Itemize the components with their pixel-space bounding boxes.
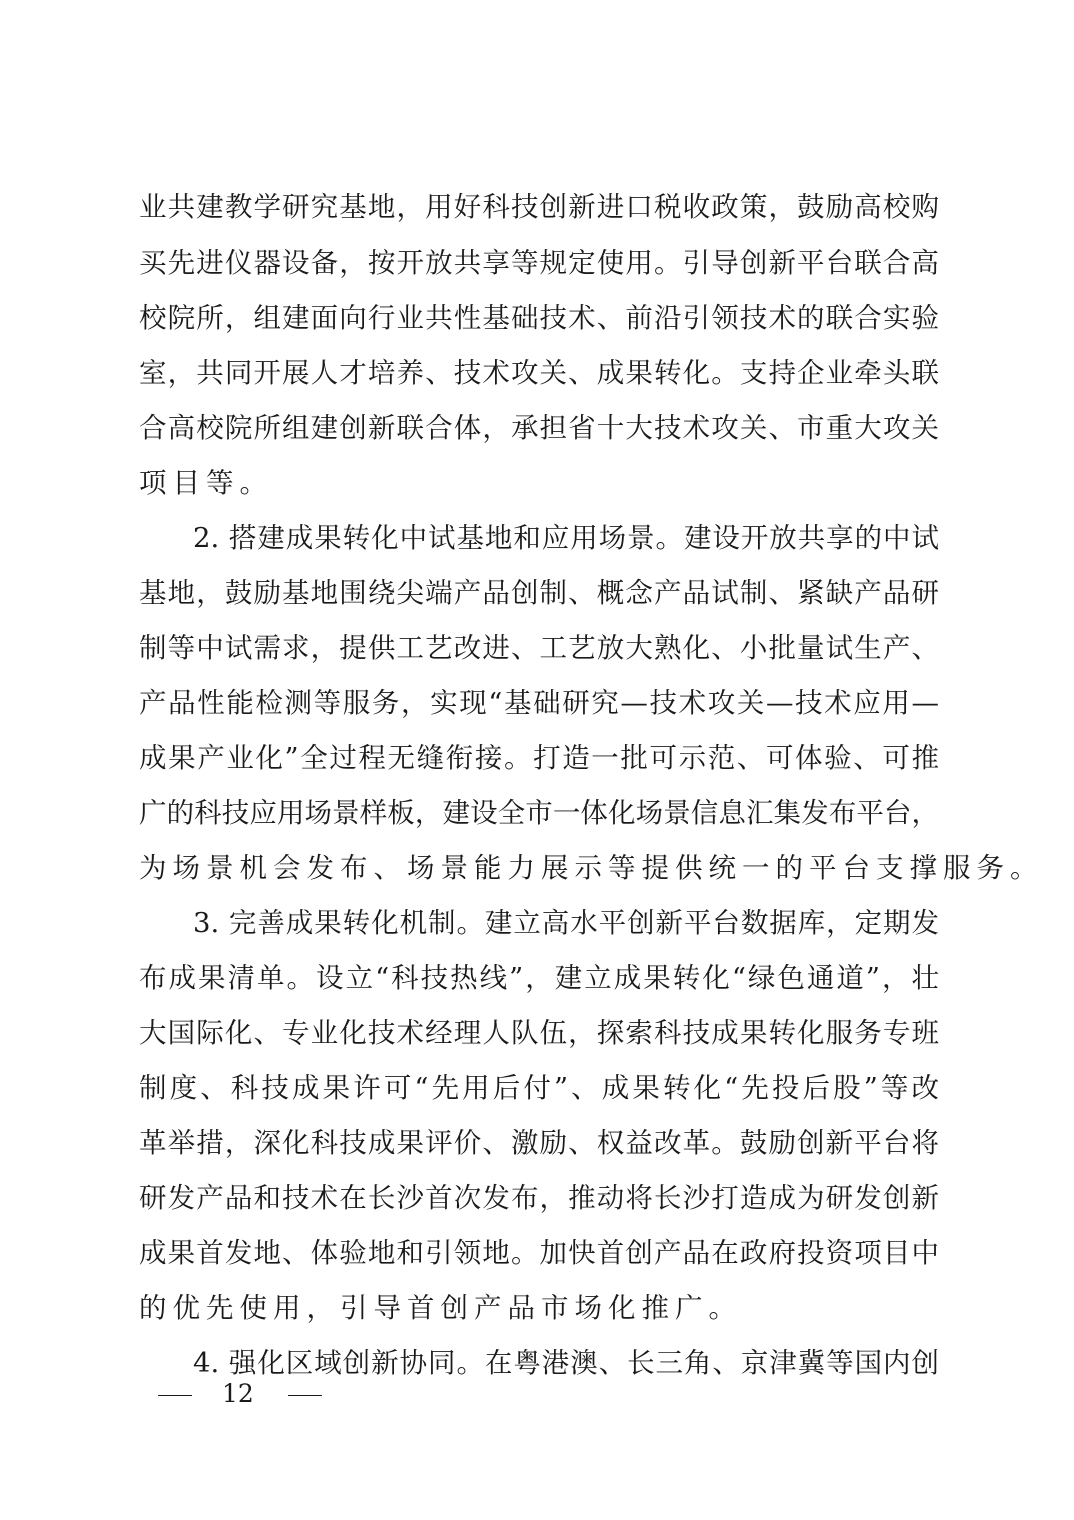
text-line: 业共建教学研究基地，用好科技创新进口税收政策，鼓励高校购 [139,191,939,223]
text-line: 成果首发地、体验地和引领地。加快首创产品在政府投资项目中 [139,1237,939,1269]
text-line: 广的科技应用场景样板，建设全市一体化场景信息汇集发布平台， [139,797,939,829]
page-number: 12 [221,1379,254,1408]
text-line: 项目等。 [139,467,273,499]
text-line: 产品性能检测等服务，实现“基础研究—技术攻关—技术应用— [139,687,939,719]
text-line: 成果产业化”全过程无缝衔接。打造一批可示范、可体验、可推 [139,742,939,774]
text-line: 基地，鼓励基地围绕尖端产品创制、概念产品试制、紧缺产品研 [139,577,939,609]
text-line: 研发产品和技术在长沙首次发布，推动将长沙打造成为研发创新 [139,1182,939,1214]
paragraph-4-heading-line: 4. 强化区域创新协同。在粤港澳、长三角、京津冀等国内创 [193,1347,939,1379]
footer-dash-right [288,1395,322,1396]
text-line: 校院所，组建面向行业共性基础技术、前沿引领技术的联合实验 [139,302,939,334]
text-line: 为场景机会发布、场景能力展示等提供统一的平台支撑服务。 [139,852,1044,884]
text-line: 买先进仪器设备，按开放共享等规定使用。引导创新平台联合高 [139,247,939,279]
page-footer [158,1377,322,1411]
text-line: 大国际化、专业化技术经理人队伍，探索科技成果转化服务专班 [139,1017,939,1049]
footer-dash-left [158,1395,192,1396]
text-line: 室，共同开展人才培养、技术攻关、成果转化。支持企业牵头联 [139,357,939,389]
text-line: 制度、科技成果许可“先用后付”、成果转化“先投后股”等改 [139,1072,939,1104]
text-line: 合高校院所组建创新联合体，承担省十大技术攻关、市重大攻关 [139,412,939,444]
paragraph-2-heading-line: 2. 搭建成果转化中试基地和应用场景。建设开放共享的中试 [193,522,939,554]
text-line: 的优先使用，引导首创产品市场化推广。 [139,1292,742,1324]
text-line: 制等中试需求，提供工艺改进、工艺放大熟化、小批量试生产、 [139,632,939,664]
text-line: 革举措，深化科技成果评价、激励、权益改革。鼓励创新平台将 [139,1127,939,1159]
text-line: 布成果清单。设立“科技热线”，建立成果转化“绿色通道”，壮 [139,962,939,994]
paragraph-3-heading-line: 3. 完善成果转化机制。建立高水平创新平台数据库，定期发 [193,907,939,939]
